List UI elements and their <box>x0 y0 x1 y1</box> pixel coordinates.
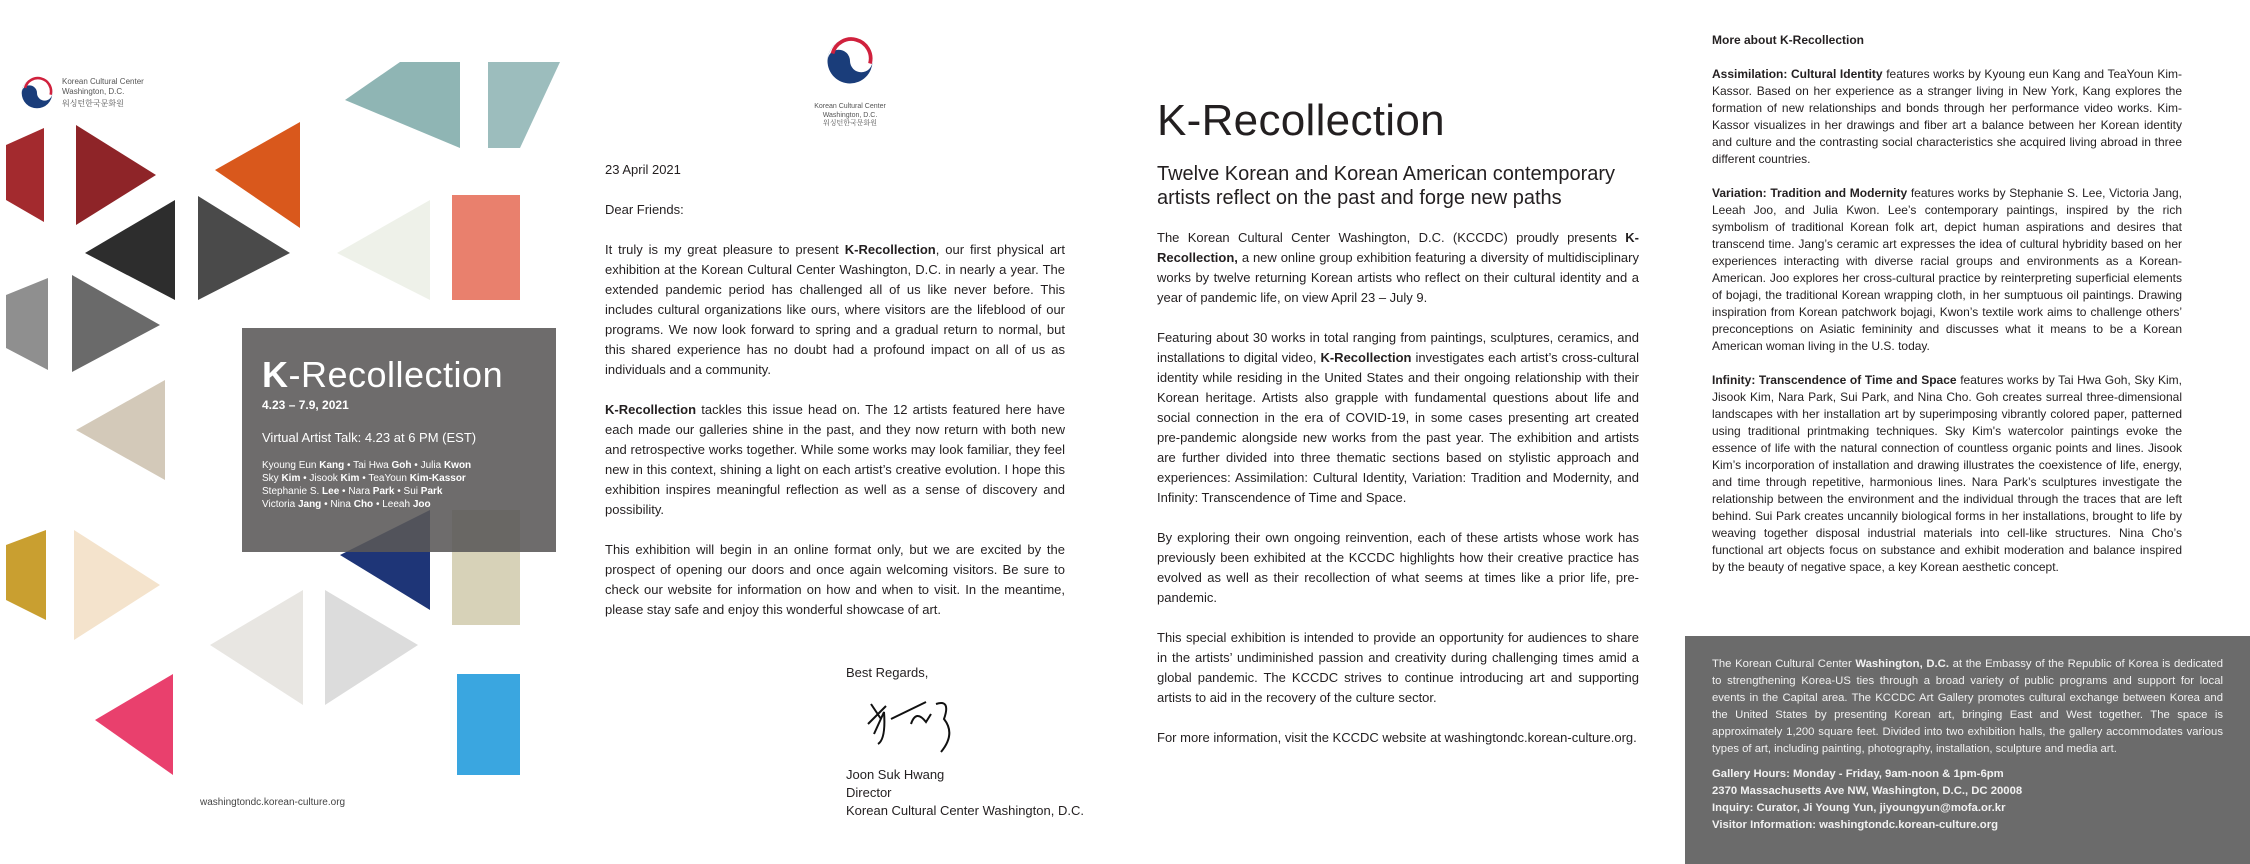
gallery-inquiry[interactable]: Inquiry: Curator, Ji Young Yun, jiyoungyun@mofa.or.kr <box>1712 802 2006 814</box>
artist-line: Sky Kim • Jisook Kim • TeaYoun Kim-Kassor <box>262 473 466 484</box>
letter-body <box>605 160 1065 640</box>
press-paragraph-5: For more information, visit the KCCDC website at washingtondc.korean-culture.org. <box>1157 730 1637 745</box>
director-letter-panel <box>560 0 1125 864</box>
press-paragraph-2: Featuring about 30 works in total ranging from paintings, sculptures, ceramics, and installations to digital video, K-Recollection investigates each artist’s cross-cultural identity while residing in the United States and their ongoing relationship with their Korean heritage. Artists also grapple with fundamental questions about life and social connection in the era of COVID-19, in some cases presenting art created pre-pandemic alongside new works from the past year. The exhibition and artists are further divided into three thematic sections based on stylistic approach and experiences: Assimilation: Cultural Identity, Variation: Tradition and Modernity, and Infinity: Transcendence of Time and Space. <box>1157 330 1639 505</box>
cover-title: K-Recollection <box>262 354 504 395</box>
press-paragraph-3: By exploring their own ongoing reinvention, each of these artists whose work has previously been exhibited at the KCCDC highlights how their creative practice has evolved as well as their recollection of what seems at times like a prior life, pre-pandemic. <box>1157 530 1639 605</box>
visitor-information[interactable]: Visitor Information: washingtondc.korean-culture.org <box>1712 819 1999 831</box>
signer-name: Joon Suk Hwang <box>846 767 945 782</box>
signature-icon <box>856 694 996 754</box>
more-body <box>1712 32 2182 593</box>
letterhead-logo <box>814 36 886 129</box>
cover-website-url[interactable]: washingtondc.korean-culture.org <box>200 797 346 808</box>
org-name-korean: 워싱턴한국문화원 <box>62 99 124 108</box>
press-title: K-Recollection <box>1157 96 1445 145</box>
taegeuk-icon <box>825 36 875 86</box>
press-subtitle: Twelve Korean and Korean American contemporary artists reflect on the past and forge new paths <box>1157 163 1616 209</box>
signer-title: Director <box>846 785 892 800</box>
section-infinity: Infinity: Transcendence of Time and Space features works by Tai Hwa Goh, Sky Kim, Jisook Kim, Nara Park, Sui Park, and Nina Cho. Goh creates surreal three-dimensional landscapes with her installation art by superimposing vibrantly colored paper, patterned using traditional printmaking techniques. Sky Kim's watercolor paintings evoke the essence of life with the natural connection of countless organic points and lines. Jisook Kim’s incorporation of installation and drawing illustrates the coexistence of life, energy, and time through repetitive, harmonious lines. Nara Park’s sculptures investigate the relationship between the environment and the individual through the traces that are left behind. Sui Park creates uncannily biological forms in her installations, brought to life by weaving together disposal industrial materials into cell-like structures. Nina Cho’s functional art objects focus on substance and exhibit moderation and balance inspired by the beauty of negative space, a key Korean aesthetic concept. <box>1712 373 2182 574</box>
section-variation: Variation: Tradition and Modernity features works by Stephanie S. Lee, Victoria Jang, Leeah Joo, and Julia Kwon. Lee’s contemporary paintings, inspired by the rich symbolism of traditional Korean folk art, depict human aspirations and desires that transcend time. Jang’s ceramic art expresses the idea of cultural hybridity based on her experiences interacting with diverse racial groups and environments as a Korean-American. Joo explores her cross-cultural practice by reinterpreting superficial elements of bojagi, the traditional Korean wrapping cloth, in her sumptuous oil paintings. Drawing inspiration from Korean patchwork bojagi, Kwon’s textile work aims to challenge others’ preconceptions on Asiatic femininity and discusses what it means to be a Korean American woman living in the U.S. today. <box>1712 186 2183 353</box>
gallery-info-box <box>1685 636 2250 864</box>
signer-organization: Korean Cultural Center Washington, D.C. <box>846 803 1084 818</box>
cover-panel <box>0 0 560 864</box>
org-name-line2: Washington, D.C. <box>62 87 125 96</box>
letter-closing: Best Regards, <box>846 665 929 680</box>
gallery-hours: Gallery Hours: Monday - Friday, 9am-noon & 1pm-6pm <box>1712 768 2004 780</box>
more-about-panel <box>1685 0 2250 864</box>
cover-dates: 4.23 – 7.9, 2021 <box>262 398 349 412</box>
letterhead-org-line1: Korean Cultural Center <box>814 103 886 110</box>
letter-signature-block <box>846 664 1084 820</box>
artist-line: Stephanie S. Lee • Nara Park • Sui Park <box>262 486 443 497</box>
cover-title-box <box>242 328 556 552</box>
press-release-panel <box>1125 0 1685 864</box>
press-body <box>1157 228 1639 768</box>
press-paragraph-1: The Korean Cultural Center Washington, D.C. (KCCDC) proudly presents K-Recollection, a new online group exhibition featuring a diversity of multidisciplinary works by twelve returning Korean artists who reflect on their cultural identity and a year of pandemic life, on view April 23 – July 9. <box>1157 230 1639 305</box>
gallery-description: The Korean Cultural Center Washington, D.C. at the Embassy of the Republic of Korea is dedicated to strengthening Korea-US ties through a broad variety of public programs and support for local events in the Capital area. The KCCDC Art Gallery promotes cultural exchange between Korea and the United States by presenting Korean art, bringing East and West together. The space is approximately 1,200 square feet. Divided into two exhibition halls, the gallery accommodates various types of art, including painting, photography, installation, sculpture and media art. <box>1712 658 2223 755</box>
section-assimilation: Assimilation: Cultural Identity features works by Kyoung eun Kang and TeaYoun Kim-Kassor. Based on her experience as a stranger living in New York, Kang explores the formation of new relationships and bonds through her performance video works. Kim-Kassor visualizes in her drawings and fiber art a balance between her Korean identity and culture and the contrasting social characteristics she acquired living abroad in three different countries. <box>1712 67 2183 166</box>
letter-paragraph-2: K-Recollection tackles this issue head on. The 12 artists featured here have each made our galleries shine in the past, and they now return with both new and retrospective works together. While some works may look familiar, they feel new in this context, shining a light on each artist’s creative evolution. I hope this exhibition inspires meaningful reflection as well as a sense of discovery and possibility. <box>605 402 1065 517</box>
more-heading: More about K-Recollection <box>1712 33 1865 47</box>
letterhead-org-korean: 워싱턴한국문화원 <box>822 120 878 127</box>
gallery-address: 2370 Massachusetts Ave NW, Washington, D.C., DC 20008 <box>1712 785 2023 797</box>
cover-artist-talk: Virtual Artist Talk: 4.23 at 6 PM (EST) <box>262 430 477 445</box>
artist-line: Victoria Jang • Nina Cho • Leeah Joo <box>262 499 431 510</box>
letter-date: 23 April 2021 <box>605 162 681 177</box>
cover-artist-list <box>262 459 556 511</box>
org-name-line1: Korean Cultural Center <box>62 77 144 86</box>
letter-salutation: Dear Friends: <box>605 202 684 217</box>
letter-paragraph-3: This exhibition will begin in an online format only, but we are excited by the prospect of opening our doors and once again welcoming visitors. Be sure to check our website for information on how and when to visit. In the meantime, please stay safe and enjoy this wonderful showcase of art. <box>605 542 1065 617</box>
letterhead-org-line2: Washington, D.C. <box>822 111 878 119</box>
press-paragraph-4: This special exhibition is intended to provide an opportunity for audiences to share in the artists’ undiminished passion and creativity during challenging times amid a global pandemic. The KCCDC strives to continue introducing art and supporting artists to aid in the recovery of the culture sector. <box>1157 630 1639 705</box>
letter-paragraph-1: It truly is my great pleasure to present K-Recollection, our first physical art exhibition at the Korean Cultural Center Washington, D.C. in nearly a year. The extended pandemic period has challenged all of us like never before. This includes cultural organizations like ours, where visitors are the lifeblood of our programs. We now look forward to spring and a gradual return to normal, but this shared experience has no doubt had a profound impact on all of us as individuals and a community. <box>605 242 1065 377</box>
artist-line: Kyoung Eun Kang • Tai Hwa Goh • Julia Kwon <box>262 460 472 471</box>
